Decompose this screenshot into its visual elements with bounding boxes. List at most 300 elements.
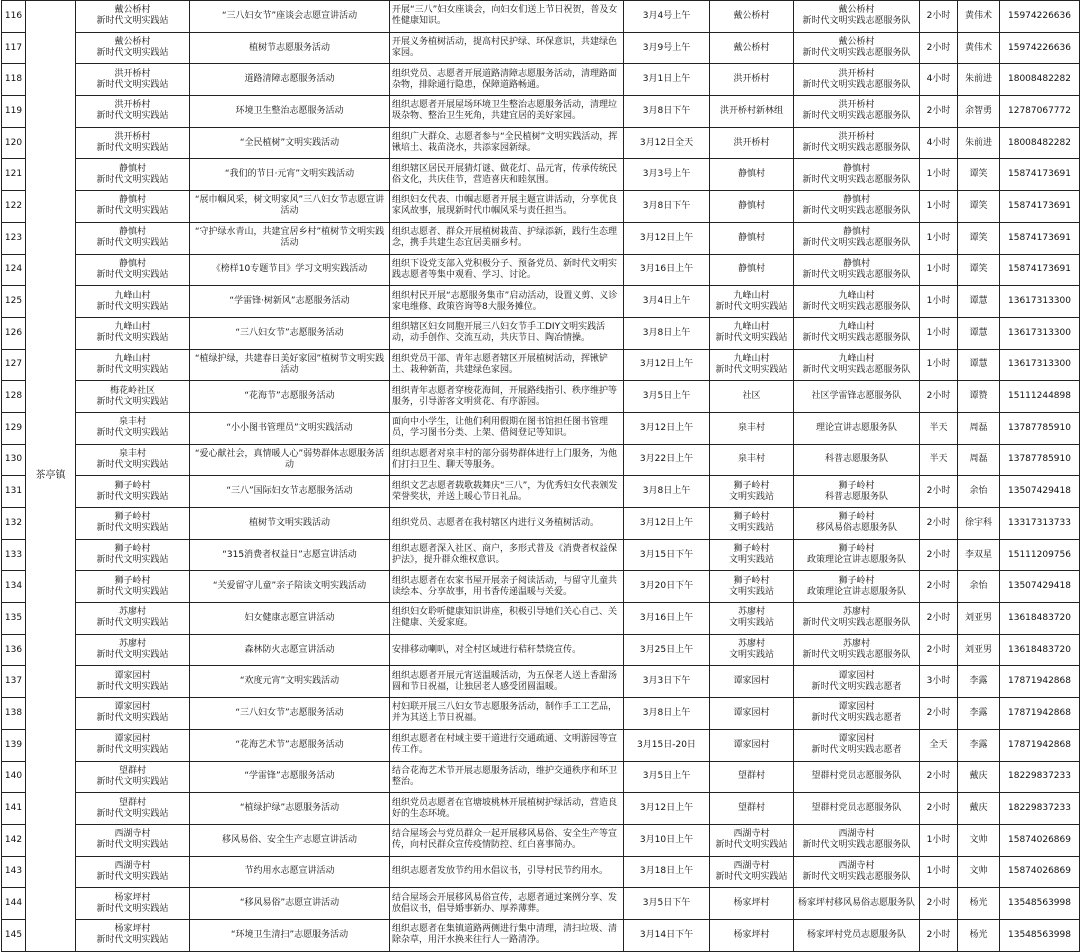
duration-cell: 2小时 (920, 96, 958, 128)
activity-place-cell: 戴公桥村 (710, 1, 794, 33)
contact-person-cell: 李露 (958, 666, 1000, 698)
service-team-cell: 狮子岭村 政策理论宣讲志愿服务队 (794, 539, 920, 571)
duration-cell: 2小时 (920, 603, 958, 635)
site-cell: 泉丰村 新时代文明实践站 (76, 412, 190, 444)
phone-cell: 15874026869 (1000, 856, 1080, 888)
activity-content-cell: 组织青年志愿者穿梭花海间，开展路线指引、秩序维护等服务，引导游客文明赏花、有序游园。 (390, 381, 624, 413)
contact-person-cell: 余智勇 (958, 96, 1000, 128)
duration-cell: 1小时 (920, 317, 958, 349)
activity-time-cell: 3月15日-20日 (624, 729, 710, 761)
duration-cell: 4小时 (920, 64, 958, 96)
duration-cell: 2小时 (920, 571, 958, 603)
duration-cell: 2小时 (920, 381, 958, 413)
row-number-cell: 142 (2, 824, 26, 856)
activity-content-cell: 安排移动喇叭，对全村区域进行秸秆禁烧宣传。 (390, 634, 624, 666)
duration-cell: 2小时 (920, 32, 958, 64)
row-number-cell: 121 (2, 159, 26, 191)
site-cell: 梅花岭社区 新时代文明实践站 (76, 381, 190, 413)
duration-cell: 半天 (920, 412, 958, 444)
service-team-cell: 戴公桥村 新时代文明实践志愿服务队 (794, 1, 920, 33)
table-row (2, 96, 1080, 128)
row-number-cell: 145 (2, 919, 26, 951)
activity-content-cell: 组织党员志愿者在官塘坡桃林开展植树护绿活动，营造良好的生态环境。 (390, 793, 624, 825)
phone-cell: 13617313300 (1000, 349, 1080, 381)
duration-cell: 2小时 (920, 888, 958, 920)
row-number-cell: 136 (2, 634, 26, 666)
row-number-cell: 144 (2, 888, 26, 920)
activity-name-cell: 环境卫生整治志愿服务活动 (190, 96, 390, 128)
contact-person-cell: 谭笑 (958, 159, 1000, 191)
activity-name-cell: 道路清障志愿服务活动 (190, 64, 390, 96)
duration-cell: 全天 (920, 729, 958, 761)
table-row (2, 64, 1080, 96)
activity-place-cell: 狮子岭村 文明实践站 (710, 476, 794, 508)
phone-cell: 13317313733 (1000, 508, 1080, 540)
contact-person-cell: 周磊 (958, 412, 1000, 444)
activity-content-cell: 组织志愿者、群众开展植树栽苗、护绿添新，践行生态理念，携手共建生态宜居美丽乡村。 (390, 222, 624, 254)
phone-cell: 15874173691 (1000, 222, 1080, 254)
site-cell: 九峰山村 新时代文明实践站 (76, 286, 190, 318)
contact-person-cell: 谭慧 (958, 317, 1000, 349)
service-team-cell: 谭家园村 新时代文明实践志愿者 (794, 698, 920, 730)
activity-place-cell: 杨家坪村 (710, 919, 794, 951)
activity-name-cell: 森林防火志愿宣讲活动 (190, 634, 390, 666)
activity-place-cell: 静慎村 (710, 254, 794, 286)
table-row (2, 856, 1080, 888)
phone-cell: 17871942868 (1000, 698, 1080, 730)
activity-time-cell: 3月14日下午 (624, 919, 710, 951)
service-team-cell: 科普志愿服务队 (794, 444, 920, 476)
activity-name-cell: “守护绿水青山，共建宜居乡村”植树节文明实践活动 (190, 222, 390, 254)
row-number-cell: 131 (2, 476, 26, 508)
activity-content-cell: 结合屋场会与党员群众一起开展移风易俗、安全生产等宣传，向村民群众宣传疫情防控、红白喜事简办。 (390, 824, 624, 856)
activity-time-cell: 3月8日上午 (624, 317, 710, 349)
activity-name-cell: “学雷锋”志愿服务活动 (190, 761, 390, 793)
site-cell: 望群村 新时代文明实践站 (76, 793, 190, 825)
row-number-cell: 135 (2, 603, 26, 635)
service-team-cell: 社区学雷锋志愿服务队 (794, 381, 920, 413)
activity-content-cell: 结合花海艺术节开展志愿服务活动，维护交通秩序和环卫整治。 (390, 761, 624, 793)
row-number-cell: 141 (2, 793, 26, 825)
site-cell: 静慎村 新时代文明实践站 (76, 191, 190, 223)
contact-person-cell: 杨光 (958, 888, 1000, 920)
site-cell: 西湖寺村 新时代文明实践站 (76, 856, 190, 888)
activity-time-cell: 3月3日下午 (624, 666, 710, 698)
phone-cell: 13617313300 (1000, 317, 1080, 349)
activity-place-cell: 望群村 (710, 793, 794, 825)
site-cell: 谭家园村 新时代文明实践站 (76, 698, 190, 730)
contact-person-cell: 戴庆 (958, 793, 1000, 825)
table-row (2, 412, 1080, 444)
duration-cell: 1小时 (920, 824, 958, 856)
service-team-cell: 洪开桥村 新时代文明实践志愿服务队 (794, 64, 920, 96)
site-cell: 狮子岭村 新时代文明实践站 (76, 476, 190, 508)
activity-content-cell: 组织广大群众、志愿者参与“全民植树”文明实践活动，挥锹培土、栽苗浇水，共添家园新绿。 (390, 127, 624, 159)
duration-cell: 2小时 (920, 793, 958, 825)
activity-content-cell: 开展义务植树活动，提高村民护绿、环保意识，共建绿色家园。 (390, 32, 624, 64)
phone-cell: 13787785910 (1000, 444, 1080, 476)
service-team-cell: 杨家坪村党员志愿服务队 (794, 919, 920, 951)
activity-time-cell: 3月4日上午 (624, 286, 710, 318)
phone-cell: 18008482282 (1000, 127, 1080, 159)
activity-time-cell: 3月12日上午 (624, 412, 710, 444)
site-cell: 洪开桥村 新时代文明实践站 (76, 96, 190, 128)
service-team-cell: 谭家园村 新时代文明实践志愿者 (794, 729, 920, 761)
activity-content-cell: 组织志愿者开展屋场环境卫生整治志愿服务活动，清理垃圾杂物、整治卫生死角，共建宜居的美好家园。 (390, 96, 624, 128)
activity-name-cell: “花海节”志愿服务活动 (190, 381, 390, 413)
activity-content-cell: 组织文艺志愿者载歌载舞庆“三八”，为优秀妇女代表颁发荣誉奖状，并送上暖心节日礼品。 (390, 476, 624, 508)
row-number-cell: 143 (2, 856, 26, 888)
service-team-cell: 静慎村 新时代文明实践志愿服务队 (794, 254, 920, 286)
activity-place-cell: 谭家园村 (710, 729, 794, 761)
activity-content-cell: 组织志愿者对泉丰村的部分弱势群体进行上门服务，为他们打扫卫生、聊天等服务。 (390, 444, 624, 476)
service-team-cell: 戴公桥村 新时代文明实践志愿服务队 (794, 32, 920, 64)
activity-time-cell: 3月18日上午 (624, 856, 710, 888)
table-row (2, 127, 1080, 159)
table-row (2, 349, 1080, 381)
activity-name-cell: “三八妇女节”座谈会志愿宣讲活动 (190, 1, 390, 33)
table-row (2, 634, 1080, 666)
table-row (2, 381, 1080, 413)
table-body (2, 1, 1080, 952)
activity-content-cell: 组织志愿者在村域主要干道进行交通疏通、文明游园等宣传工作。 (390, 729, 624, 761)
activity-content-cell: 组织党员干部、青年志愿者辖区开展植树活动，挥锹铲土、栽种新苗，共建绿色家园。 (390, 349, 624, 381)
row-number-cell: 138 (2, 698, 26, 730)
table-row (2, 444, 1080, 476)
duration-cell: 2小时 (920, 919, 958, 951)
activity-time-cell: 3月8日下午 (624, 96, 710, 128)
site-cell: 洪开桥村 新时代文明实践站 (76, 64, 190, 96)
activity-place-cell: 洪开桥村 (710, 127, 794, 159)
contact-person-cell: 徐宇科 (958, 508, 1000, 540)
activity-name-cell: “三八妇女节”志愿服务活动 (190, 317, 390, 349)
activity-name-cell: “三八”国际妇女节志愿服务活动 (190, 476, 390, 508)
activity-time-cell: 3月1日上午 (624, 64, 710, 96)
activity-content-cell: 开展“三八”妇女座谈会，向妇女们送上节日祝贺，普及女性健康知识。 (390, 1, 624, 33)
activity-time-cell: 3月5日上午 (624, 381, 710, 413)
activity-content-cell: 组织志愿者在集镇道路两侧进行集中清理，清扫垃圾、清除杂草，用汗水换来往行人一路清净。 (390, 919, 624, 951)
phone-cell: 18229837233 (1000, 793, 1080, 825)
activity-place-cell: 社区 (710, 381, 794, 413)
activity-content-cell: 组织辖区妇女同胞开展三八妇女节手工DIY文明实践活动，动手创作、交流互动，共庆节日、陶冶情操。 (390, 317, 624, 349)
activity-content-cell: 组织志愿者发放节约用水倡议书，引导村民节约用水。 (390, 856, 624, 888)
activity-time-cell: 3月8日下午 (624, 191, 710, 223)
activity-name-cell: 植树节文明实践活动 (190, 508, 390, 540)
activity-name-cell: “展巾帼风采，树文明家风”三八妇女节志愿宣讲活动 (190, 191, 390, 223)
row-number-cell: 125 (2, 286, 26, 318)
service-team-cell: 理论宣讲志愿服务队 (794, 412, 920, 444)
activity-time-cell: 3月12日全天 (624, 127, 710, 159)
table-row (2, 1, 1080, 33)
activity-name-cell: “315消费者权益日”志愿宣讲活动 (190, 539, 390, 571)
table-row (2, 793, 1080, 825)
service-team-cell: 望群村党员志愿服务队 (794, 793, 920, 825)
phone-cell: 15111244898 (1000, 381, 1080, 413)
activity-name-cell: “移风易俗”志愿宣讲活动 (190, 888, 390, 920)
activity-place-cell: 静慎村 (710, 222, 794, 254)
site-cell: 狮子岭村 新时代文明实践站 (76, 508, 190, 540)
service-team-cell: 西湖寺村 新时代文明实践志愿服务队 (794, 824, 920, 856)
row-number-cell: 116 (2, 1, 26, 33)
site-cell: 苏廖村 新时代文明实践站 (76, 634, 190, 666)
phone-cell: 15874173691 (1000, 191, 1080, 223)
activity-name-cell: “植绿护绿，共建春日美好家园”植树节文明实践活动 (190, 349, 390, 381)
contact-person-cell: 刘亚男 (958, 603, 1000, 635)
activity-name-cell: “三八妇女节”志愿服务活动 (190, 698, 390, 730)
duration-cell: 2小时 (920, 476, 958, 508)
service-team-cell: 静慎村 新时代文明实践志愿服务队 (794, 191, 920, 223)
activity-content-cell: 组织村民开展“志愿服务集市”启动活动，设置义剪、义诊家电维修、政策咨询等8大服务摊位。 (390, 286, 624, 318)
row-number-cell: 130 (2, 444, 26, 476)
activity-name-cell: 植树节志愿服务活动 (190, 32, 390, 64)
phone-cell: 13618483720 (1000, 634, 1080, 666)
table-row (2, 476, 1080, 508)
row-number-cell: 128 (2, 381, 26, 413)
activity-name-cell: “植绿护绿”志愿服务活动 (190, 793, 390, 825)
phone-cell: 15874026869 (1000, 824, 1080, 856)
table-row (2, 159, 1080, 191)
row-number-cell: 126 (2, 317, 26, 349)
phone-cell: 17871942868 (1000, 666, 1080, 698)
activity-time-cell: 3月25日上午 (624, 634, 710, 666)
activity-place-cell: 洪开桥村新林组 (710, 96, 794, 128)
activity-time-cell: 3月12日上午 (624, 222, 710, 254)
contact-person-cell: 周磊 (958, 444, 1000, 476)
activity-content-cell: 组织下设党支部入党积极分子、预备党员、新时代文明实践志愿者等集中观看、学习、讨论。 (390, 254, 624, 286)
duration-cell: 1小时 (920, 856, 958, 888)
site-cell: 戴公桥村 新时代文明实践站 (76, 32, 190, 64)
duration-cell: 3小时 (920, 666, 958, 698)
activity-content-cell: 结合屋场会开展移风易俗宣传，志愿者通过案例分享、发放倡议书，倡导婚事新办、厚养薄葬。 (390, 888, 624, 920)
site-cell: 狮子岭村 新时代文明实践站 (76, 571, 190, 603)
activity-place-cell: 九峰山村 新时代文明实践站 (710, 317, 794, 349)
service-team-cell: 谭家园村 新时代文明实践志愿者 (794, 666, 920, 698)
activity-time-cell: 3月4号上午 (624, 1, 710, 33)
duration-cell: 1小时 (920, 254, 958, 286)
activity-place-cell: 泉丰村 (710, 444, 794, 476)
row-number-cell: 119 (2, 96, 26, 128)
activity-content-cell: 组织妇女代表、巾帼志愿者开展主题宣讲活动，分享优良家风故事，展现新时代巾帼风采与责任担当。 (390, 191, 624, 223)
duration-cell: 1小时 (920, 222, 958, 254)
activity-time-cell: 3月12日上午 (624, 349, 710, 381)
town-cell: 茶亭镇 (26, 1, 76, 952)
phone-cell: 13618483720 (1000, 603, 1080, 635)
service-team-cell: 洪开桥村 新时代文明实践志愿服务队 (794, 96, 920, 128)
activity-name-cell: “关爱留守儿童”亲子陪读文明实践活动 (190, 571, 390, 603)
table-row (2, 888, 1080, 920)
activity-time-cell: 3月10日上午 (624, 824, 710, 856)
table-row (2, 666, 1080, 698)
duration-cell: 2小时 (920, 1, 958, 33)
activity-time-cell: 3月12日上午 (624, 508, 710, 540)
activity-time-cell: 3月20日下午 (624, 571, 710, 603)
site-cell: 泉丰村 新时代文明实践站 (76, 444, 190, 476)
contact-person-cell: 谭慧 (958, 349, 1000, 381)
activity-place-cell: 望群村 (710, 761, 794, 793)
activity-name-cell: “全民植树”文明实践活动 (190, 127, 390, 159)
duration-cell: 半天 (920, 444, 958, 476)
activity-time-cell: 3月16日上午 (624, 603, 710, 635)
table-row (2, 571, 1080, 603)
activity-place-cell: 狮子岭村 文明实践站 (710, 539, 794, 571)
activity-place-cell: 九峰山村 新时代文明实践站 (710, 349, 794, 381)
activity-place-cell: 静慎村 (710, 191, 794, 223)
site-cell: 静慎村 新时代文明实践站 (76, 159, 190, 191)
contact-person-cell: 李露 (958, 729, 1000, 761)
activity-content-cell: 村妇联开展三八妇女节志愿服务活动，制作手工工艺品，并为其送上节日祝福。 (390, 698, 624, 730)
site-cell: 望群村 新时代文明实践站 (76, 761, 190, 793)
service-team-cell: 静慎村 新时代文明实践志愿服务队 (794, 222, 920, 254)
duration-cell: 2小时 (920, 761, 958, 793)
activity-place-cell: 谭家园村 (710, 698, 794, 730)
site-cell: 洪开桥村 新时代文明实践站 (76, 127, 190, 159)
table-row (2, 508, 1080, 540)
service-team-cell: 望群村党员志愿服务队 (794, 761, 920, 793)
site-cell: 谭家园村 新时代文明实践站 (76, 729, 190, 761)
service-team-cell: 洪开桥村 新时代文明实践志愿服务队 (794, 127, 920, 159)
site-cell: 九峰山村 新时代文明实践站 (76, 349, 190, 381)
table-row (2, 254, 1080, 286)
table-row (2, 539, 1080, 571)
activity-content-cell: 组织志愿者在农家书屋开展亲子阅读活动，与留守儿童共读绘本、分享故事，用书香传递温暖与关爱。 (390, 571, 624, 603)
service-team-cell: 杨家坪村移风易俗志愿服务队 (794, 888, 920, 920)
activity-content-cell: 组织辖区居民开展猜灯谜、做花灯、品元宵，传承传统民俗文化，共庆佳节，营造喜庆和睦氛围。 (390, 159, 624, 191)
activity-place-cell: 苏廖村 文明实践站 (710, 634, 794, 666)
contact-person-cell: 谭笑 (958, 254, 1000, 286)
contact-person-cell: 刘亚男 (958, 634, 1000, 666)
table-row (2, 603, 1080, 635)
activity-time-cell: 3月8日上午 (624, 698, 710, 730)
service-team-cell: 狮子岭村 科普志愿服务队 (794, 476, 920, 508)
activity-place-cell: 杨家坪村 (710, 888, 794, 920)
activity-content-cell: 组织妇女聆听健康知识讲座，积极引导她们关心自己、关注健康、关爱家庭。 (390, 603, 624, 635)
service-team-cell: 苏廖村 新时代文明实践志愿服务队 (794, 634, 920, 666)
phone-cell: 17871942868 (1000, 729, 1080, 761)
activity-place-cell: 西湖寺村 新时代文明实践站 (710, 856, 794, 888)
contact-person-cell: 余怡 (958, 571, 1000, 603)
activity-place-cell: 谭家园村 (710, 666, 794, 698)
phone-cell: 15111209756 (1000, 539, 1080, 571)
row-number-cell: 124 (2, 254, 26, 286)
activity-place-cell: 狮子岭村 文明实践站 (710, 571, 794, 603)
activity-time-cell: 3月22日上午 (624, 444, 710, 476)
table-row (2, 919, 1080, 951)
site-cell: 杨家坪村 新时代文明实践站 (76, 919, 190, 951)
phone-cell: 13507429418 (1000, 571, 1080, 603)
activity-name-cell: 移风易俗、安全生产志愿宣讲活动 (190, 824, 390, 856)
site-cell: 谭家园村 新时代文明实践站 (76, 666, 190, 698)
service-team-cell: 静慎村 新时代文明实践志愿服务队 (794, 159, 920, 191)
phone-cell: 13617313300 (1000, 286, 1080, 318)
phone-cell: 18229837233 (1000, 761, 1080, 793)
duration-cell: 1小时 (920, 286, 958, 318)
activity-place-cell: 静慎村 (710, 159, 794, 191)
activity-content-cell: 面向中小学生，让他们利用假期在图书馆担任图书管理员，学习图书分类、上架、借阅登记等知识。 (390, 412, 624, 444)
activity-place-cell: 狮子岭村 文明实践站 (710, 508, 794, 540)
activity-place-cell: 泉丰村 (710, 412, 794, 444)
row-number-cell: 118 (2, 64, 26, 96)
duration-cell: 1小时 (920, 159, 958, 191)
service-team-cell: 狮子岭村 政策理论宣讲志愿服务队 (794, 571, 920, 603)
table-row (2, 222, 1080, 254)
phone-cell: 13548563998 (1000, 888, 1080, 920)
contact-person-cell: 谭笑 (958, 222, 1000, 254)
contact-person-cell: 谭赞 (958, 381, 1000, 413)
service-team-cell: 九峰山村 新时代文明实践志愿服务队 (794, 349, 920, 381)
table-row (2, 698, 1080, 730)
row-number-cell: 134 (2, 571, 26, 603)
contact-person-cell: 朱前进 (958, 64, 1000, 96)
activity-content-cell: 组织党员、志愿者在我村辖区内进行义务植树活动。 (390, 508, 624, 540)
contact-person-cell: 余怡 (958, 476, 1000, 508)
service-team-cell: 西湖寺村 新时代文明实践志愿服务队 (794, 856, 920, 888)
activity-time-cell: 3月15日下午 (624, 539, 710, 571)
contact-person-cell: 谭笑 (958, 191, 1000, 223)
activity-time-cell: 3月5日下午 (624, 888, 710, 920)
phone-cell: 13548563998 (1000, 919, 1080, 951)
contact-person-cell: 黄伟术 (958, 1, 1000, 33)
site-cell: 静慎村 新时代文明实践站 (76, 254, 190, 286)
phone-cell: 13507429418 (1000, 476, 1080, 508)
row-number-cell: 117 (2, 32, 26, 64)
contact-person-cell: 李露 (958, 698, 1000, 730)
duration-cell: 2小时 (920, 508, 958, 540)
row-number-cell: 127 (2, 349, 26, 381)
service-team-cell: 狮子岭村 移风易俗志愿服务队 (794, 508, 920, 540)
activity-place-cell: 戴公桥村 (710, 32, 794, 64)
duration-cell: 1小时 (920, 191, 958, 223)
service-team-cell: 苏廖村 新时代文明实践志愿服务队 (794, 603, 920, 635)
table-row (2, 191, 1080, 223)
activity-content-cell: 组织党员、志愿者开展道路清障志愿服务活动，清理路面杂物，排除通行隐患，保障道路畅通。 (390, 64, 624, 96)
phone-cell: 12787067772 (1000, 96, 1080, 128)
duration-cell: 4小时 (920, 127, 958, 159)
row-number-cell: 129 (2, 412, 26, 444)
contact-person-cell: 朱前进 (958, 127, 1000, 159)
row-number-cell: 123 (2, 222, 26, 254)
duration-cell: 2小时 (920, 634, 958, 666)
duration-cell: 2小时 (920, 539, 958, 571)
activity-time-cell: 3月16日上午 (624, 254, 710, 286)
activity-time-cell: 3月12日上午 (624, 793, 710, 825)
table-row (2, 761, 1080, 793)
table-row (2, 729, 1080, 761)
service-team-cell: 九峰山村 新时代文明实践志愿服务队 (794, 317, 920, 349)
activity-name-cell: “欢度元宵”文明实践活动 (190, 666, 390, 698)
activity-content-cell: 组织志愿者开展元宵送温暖活动，为五保老人送上香甜汤圆和节日祝福，让独居老人感受团圆温暖。 (390, 666, 624, 698)
site-cell: 苏廖村 新时代文明实践站 (76, 603, 190, 635)
phone-cell: 13787785910 (1000, 412, 1080, 444)
site-cell: 西湖寺村 新时代文明实践站 (76, 824, 190, 856)
contact-person-cell: 戴庆 (958, 761, 1000, 793)
activity-name-cell: “爱心献社会，真情暖人心”弱势群体志愿服务活动 (190, 444, 390, 476)
activity-time-cell: 3月3号上午 (624, 159, 710, 191)
activity-table (1, 0, 1080, 952)
contact-person-cell: 杨光 (958, 919, 1000, 951)
activity-place-cell: 洪开桥村 (710, 64, 794, 96)
site-cell: 狮子岭村 新时代文明实践站 (76, 539, 190, 571)
site-cell: 九峰山村 新时代文明实践站 (76, 317, 190, 349)
activity-name-cell: 《榜样10专题节目》学习文明实践活动 (190, 254, 390, 286)
activity-place-cell: 西湖寺村 新时代文明实践站 (710, 824, 794, 856)
contact-person-cell: 李双星 (958, 539, 1000, 571)
phone-cell: 18008482282 (1000, 64, 1080, 96)
row-number-cell: 140 (2, 761, 26, 793)
activity-name-cell: “学雷锋·树新风”志愿服务活动 (190, 286, 390, 318)
duration-cell: 2小时 (920, 698, 958, 730)
duration-cell: 1小时 (920, 349, 958, 381)
activity-content-cell: 组织志愿者深入社区、商户，多形式普及《消费者权益保护法》，提升群众维权意识。 (390, 539, 624, 571)
